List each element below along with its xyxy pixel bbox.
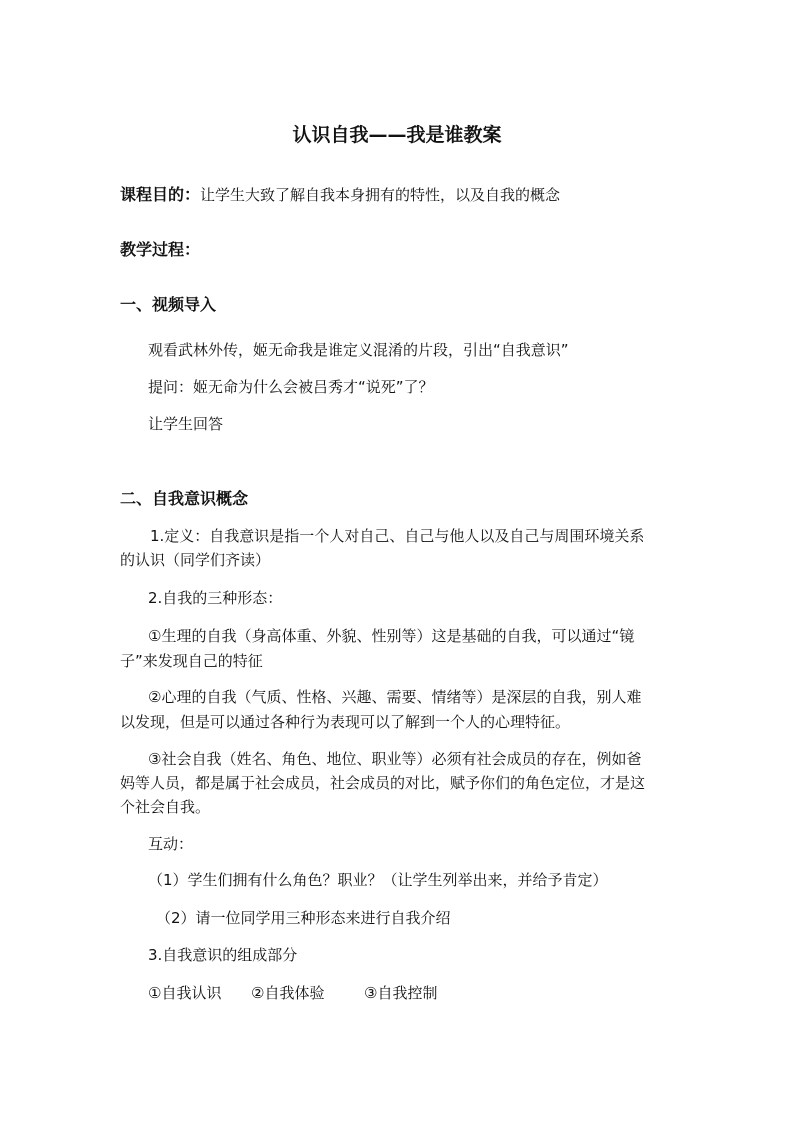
section1-heading: 一、视频导入: [120, 295, 217, 314]
section2-heading: 二、自我意识概念: [120, 489, 249, 508]
component-2: ②自我体验: [251, 984, 325, 1002]
definition-line-1: 1.定义：自我意识是指一个人对自己、自己与他人以及自己与周围环境关系: [150, 527, 645, 545]
section1-line-1: 观看武林外传，姬无命我是谁定义混淆的片段，引出“自我意识”: [148, 341, 569, 359]
section1-line-3: 让学生回答: [148, 415, 224, 433]
section1-line-2: 提问：姬无命为什么会被吕秀才“说死”了？: [148, 378, 434, 396]
form3-line-1: ③社会自我（姓名、角色、地位、职业等）必须有社会成员的存在，例如爸: [148, 750, 642, 768]
form1-line-2: 子”来发现自己的特征: [120, 652, 263, 670]
definition-line-2: 的认识（同学们齐读）: [120, 551, 271, 569]
form1-line-1: ①生理的自我（身高体重、外貌、性别等）这是基础的自我，可以通过“镜: [148, 627, 635, 645]
objective-text: 让学生大致了解自我本身拥有的特性，以及自我的概念: [200, 186, 561, 204]
process-heading: 教学过程：: [120, 240, 201, 259]
document-title: 认识自我——我是谁教案: [292, 124, 502, 146]
interaction-label: 互动：: [148, 835, 194, 853]
interaction-item-2: （2）请一位同学用三种形态来进行自我介绍: [156, 909, 451, 927]
forms-heading: 2.自我的三种形态：: [148, 589, 283, 607]
component-3: ③自我控制: [364, 984, 438, 1002]
form2-line-1: ②心理的自我（气质、性格、兴趣、需要、情绪等）是深层的自我，别人难: [148, 688, 642, 706]
objective-label: 课程目的：: [120, 185, 201, 204]
form2-line-2: 以发现，但是可以通过各种行为表现可以了解到一个人的心理特征。: [120, 713, 571, 731]
components-heading: 3.自我意识的组成部分: [148, 946, 298, 964]
form3-line-2: 妈等人员，都是属于社会成员，社会成员的对比，赋予你们的角色定位，才是这: [120, 774, 646, 792]
form3-line-3: 个社会自我。: [120, 798, 211, 816]
component-1: ①自我认识: [148, 984, 222, 1002]
interaction-item-1: （1）学生们拥有什么角色？职业？（让学生列举出来，并给予肯定）: [148, 871, 608, 889]
objective-line: [120, 184, 560, 206]
